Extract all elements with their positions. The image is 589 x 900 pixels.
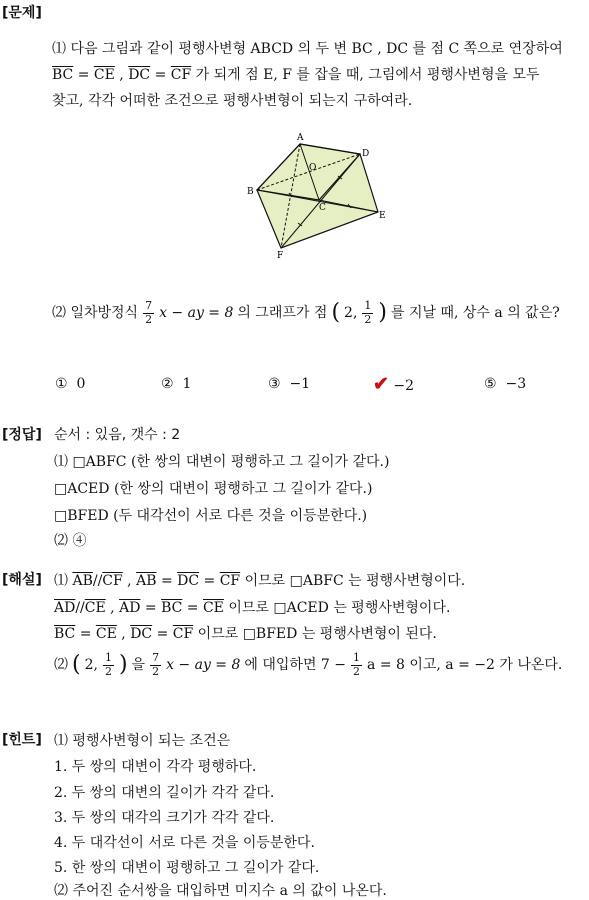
- hint-line: 5. 한 쌍의 대변이 평행하고 그 길이가 같다.: [54, 860, 320, 876]
- solution-line4: ⑵ ( 2, $\frac{1}{2}$ ) 을 $\frac{7}{2}$ x − ay = 8 에 대입하면 7 − $\frac{1}{2}$ a = 8 이고, a = −2 가 나온다.: [54, 651, 563, 678]
- label-c: C: [319, 203, 326, 213]
- parallelogram-figure: [245, 130, 395, 262]
- problem1-line3: 찾고, 각각 어떠한 조건으로 평행사변형이 되는지 구하여라.: [52, 93, 413, 109]
- label-f: F: [277, 251, 284, 261]
- choice-1[interactable]: ① 0: [55, 376, 86, 392]
- label-o: O: [309, 163, 317, 173]
- hint-header: [힌트]: [2, 732, 42, 748]
- fraction-7-2: $\frac{7}{2}$: [145, 299, 153, 326]
- answer-line1: 순서 : 있음, 갯수 : 2: [54, 427, 181, 443]
- hint-line: ⑴ 평행사변형이 되는 조건은: [54, 733, 231, 749]
- problem1-line2: $\overline{BC} = \overline{CE}$ , $\overline{DC} = \overline{CF}$ 가 되게 점 E, F 를 잡을 때, 그림에서 평행사변형을 모두: [52, 67, 540, 83]
- answer-line3: □ACED (한 쌍의 대변이 평행하고 그 길이가 같다.): [54, 481, 373, 497]
- answer-line2: ⑴ □ABFC (한 쌍의 대변이 평행하고 그 길이가 같다.): [54, 454, 390, 470]
- problem1-line1: ⑴ 다음 그림과 같이 평행사변형 ABCD 의 두 변 BC , DC 를 점 C 쪽으로 연장하여: [52, 41, 563, 57]
- solution-line3: $\overline{BC} = \overline{CE}$ , $\overline{DC} = \overline{CF}$ 이므로 □BFED 는 평행사변형이 된다.: [54, 626, 437, 642]
- solution-line1: ⑴ $\overline{AB}//\overline{CF}$ , $\overline{AB} = \overline{DC} = \overline{CF}$ 이므로 □ABFC 는 평행사변형이다.: [54, 573, 466, 589]
- hint-line: 4. 두 대각선이 서로 다른 것을 이등분한다.: [54, 835, 315, 851]
- solution-header: [해설]: [2, 572, 42, 588]
- answer-line4: □BFED (두 대각선이 서로 다른 것을 이등분한다.): [54, 508, 368, 524]
- choice-4-correct[interactable]: ✔ −2: [373, 373, 415, 395]
- hint-line: ⑵ 주어진 순서쌍을 대입하면 미지수 a 의 값이 나온다.: [54, 883, 387, 899]
- hint-line: 2. 두 쌍의 대변의 길이가 각각 같다.: [54, 785, 275, 801]
- label-d: D: [362, 149, 370, 159]
- choice-2[interactable]: ② 1: [161, 376, 192, 392]
- problem2-line: ⑵ 일차방정식 $\frac{7}{2}$ x − ay = 8 의 그래프가 점 ( 2, $\frac{1}{2}$ ) 를 지날 때, 상수 a 의 값은?: [52, 299, 560, 326]
- answer-header: [정답]: [2, 427, 42, 443]
- hint-line: 3. 두 쌍의 대각의 크기가 각각 같다.: [54, 810, 275, 826]
- answer-line5: ⑵ ④: [54, 533, 87, 549]
- choice-3[interactable]: ③ −1: [268, 376, 311, 392]
- hint-line: 1. 두 쌍의 대변이 각각 평행하다.: [54, 759, 257, 775]
- choice-5[interactable]: ⑤ −3: [484, 376, 527, 392]
- label-e: E: [379, 211, 386, 221]
- problem-header: [문제]: [2, 5, 42, 21]
- label-b: B: [247, 187, 254, 197]
- solution-line2: $\overline{AD}//\overline{CE}$ , $\overline{AD} = \overline{BC} = \overline{CE}$ 이므로 □ACED 는 평행사변형이다.: [54, 600, 451, 616]
- label-a: A: [297, 133, 304, 143]
- check-icon: ✔: [373, 373, 389, 395]
